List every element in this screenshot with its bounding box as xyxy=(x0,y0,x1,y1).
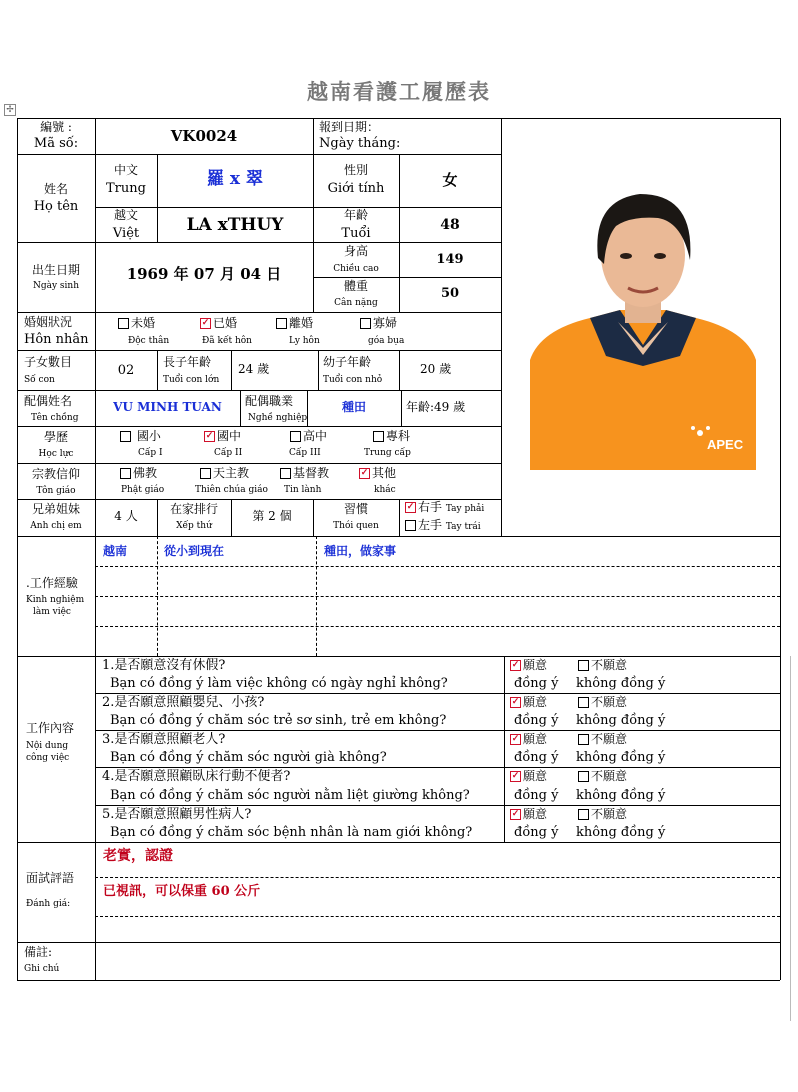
photo-logo-text: APEC xyxy=(707,437,744,452)
question-2-yes[interactable]: ✓ 願意 xyxy=(511,695,548,709)
checkbox-icon[interactable] xyxy=(120,468,131,479)
question-2-no[interactable]: 不願意 xyxy=(578,696,627,710)
habit-label-zh: 習慣 xyxy=(343,502,368,516)
checkbox-icon[interactable] xyxy=(373,431,384,442)
religion-protestant-option[interactable]: 基督教 xyxy=(280,467,329,481)
checkbox-icon[interactable] xyxy=(578,734,589,745)
religion-buddhism-vi: Phật giáo xyxy=(121,485,165,495)
religion-label-zh: 宗教信仰 xyxy=(31,467,80,481)
religion-other-option[interactable]: ✓ 其他 xyxy=(360,466,397,480)
siblings-value: 4 人 xyxy=(114,509,138,523)
spouse-name-value: VU MINH TUAN xyxy=(113,400,222,414)
age-label-vi: Tuổi xyxy=(341,226,371,241)
question-4-vi: Bạn có đồng ý chăm sóc người nằm liệt giường không? xyxy=(110,788,470,803)
checked-checkbox-icon[interactable]: ✓ xyxy=(201,318,210,328)
checkbox-icon[interactable] xyxy=(578,771,589,782)
checkbox-icon[interactable] xyxy=(405,520,416,531)
religion-catholic-vi: Thiên chúa giáo xyxy=(195,485,268,495)
marital-label-vi: Hôn nhân xyxy=(24,332,89,347)
checkbox-icon[interactable] xyxy=(200,468,211,479)
education-college-option[interactable]: 專科 xyxy=(373,430,410,444)
age-label-zh: 年齡 xyxy=(343,208,368,222)
marital-widowed-option[interactable]: 寡婦 xyxy=(360,317,397,331)
checkbox-icon[interactable] xyxy=(578,809,589,820)
name-vn-label-zh: 越文 xyxy=(113,208,138,222)
siblings-label-zh: 兄弟姐妹 xyxy=(31,502,80,516)
checkbox-icon[interactable] xyxy=(280,468,291,479)
id-label-vi: Mã số: xyxy=(33,136,79,151)
experience-label-vi-2: làm việc xyxy=(33,607,71,617)
spouse-job-label-vi: Nghề nghiệp xyxy=(248,413,308,423)
question-1-no-vi: không đồng ý xyxy=(576,676,666,691)
evaluation-comment-1: 老實，認證 xyxy=(103,848,173,864)
checkbox-icon[interactable] xyxy=(118,318,129,329)
work-content-label-vi-1: Nội dung xyxy=(26,741,69,751)
evaluation-label-vi: Đánh giá: xyxy=(26,899,71,909)
date-label-vi: Ngày tháng: xyxy=(319,136,401,151)
marital-divorced-option[interactable]: 離婚 xyxy=(276,317,313,331)
checkbox-icon[interactable] xyxy=(276,318,287,329)
education-primary-option[interactable]: 國小 xyxy=(120,430,161,444)
rank-value: 第 2 個 xyxy=(252,509,292,523)
youngest-value: 20 歲 xyxy=(420,362,452,376)
experience-country-value: 越南 xyxy=(103,544,128,558)
weight-value: 50 xyxy=(440,286,460,301)
experience-work-value: 種田，做家事 xyxy=(324,544,397,558)
work-content-label-vi-2: công việc xyxy=(26,753,70,763)
question-5-zh: 5.是否願意照顧男性病人? xyxy=(102,807,252,822)
birth-label-vi: Ngày sinh xyxy=(32,281,80,291)
checked-checkbox-icon[interactable]: ✓ xyxy=(360,468,369,478)
question-2-no-vi: không đồng ý xyxy=(576,713,666,728)
question-4-yes-vi: đồng ý xyxy=(514,788,559,803)
question-5-yes[interactable]: ✓ 願意 xyxy=(511,807,548,821)
spouse-label-zh: 配偶姓名 xyxy=(24,394,73,408)
checked-checkbox-icon[interactable]: ✓ xyxy=(511,771,520,781)
education-junior-option[interactable]: ✓ 國中 xyxy=(205,429,242,443)
marital-single-option[interactable]: 未婚 xyxy=(118,317,155,331)
rank-label-zh: 在家排行 xyxy=(169,502,218,516)
question-3-yes-vi: đồng ý xyxy=(514,750,559,765)
applicant-photo xyxy=(530,160,756,470)
checked-checkbox-icon[interactable]: ✓ xyxy=(511,809,520,819)
question-1-vi: Bạn có đồng ý làm việc không có ngày nghỉ không? xyxy=(110,676,448,691)
weight-label-vi: Cân nặng xyxy=(334,298,378,308)
experience-label-vi-1: Kinh nghiệm xyxy=(26,595,85,605)
work-content-label-zh: 工作內容 xyxy=(26,721,75,735)
marital-widowed-vi: góa bụa xyxy=(368,336,405,346)
question-5-no[interactable]: 不願意 xyxy=(578,808,627,822)
height-label-vi: Chiều cao xyxy=(333,264,379,274)
marital-married-vi: Đã kết hôn xyxy=(202,336,252,346)
eldest-label-zh: 長子年齡 xyxy=(163,355,212,369)
height-value: 149 xyxy=(436,252,464,267)
education-label-zh: 學歷 xyxy=(43,430,68,444)
remarks-field[interactable] xyxy=(95,943,780,979)
question-4-no-vi: không đồng ý xyxy=(576,788,666,803)
religion-other-vi: khác xyxy=(374,485,396,495)
children-value: 02 xyxy=(117,363,135,378)
checked-checkbox-icon[interactable]: ✓ xyxy=(511,734,520,744)
education-senior-option[interactable]: 高中 xyxy=(290,430,327,444)
spouse-job-label-zh: 配偶職業 xyxy=(245,394,294,408)
question-5-no-vi: không đồng ý xyxy=(576,825,666,840)
age-value: 48 xyxy=(440,217,460,233)
religion-catholic-option[interactable]: 天主教 xyxy=(200,467,249,481)
question-3-no[interactable]: 不願意 xyxy=(578,733,627,747)
marital-label-zh: 婚姻狀況 xyxy=(24,315,73,329)
checkbox-icon[interactable] xyxy=(290,431,301,442)
gender-label-vi: Giới tính xyxy=(327,181,385,196)
question-2-yes-vi: đồng ý xyxy=(514,713,559,728)
id-label-zh: 編號 : xyxy=(40,120,72,134)
marital-divorced-vi: Ly hôn xyxy=(289,336,320,346)
chinese-name-value: 羅 x 翠 xyxy=(207,169,263,189)
checked-checkbox-icon[interactable]: ✓ xyxy=(511,660,520,670)
eldest-label-vi: Tuổi con lớn xyxy=(163,375,220,385)
spouse-label-vi: Tên chồng xyxy=(31,413,79,423)
siblings-label-vi: Anh chị em xyxy=(30,521,82,531)
checkbox-icon[interactable] xyxy=(360,318,371,329)
question-3-zh: 3.是否願意照顧老人? xyxy=(102,732,226,747)
id-value: VK0024 xyxy=(170,127,238,145)
birth-value: 1969 年 07 月 04 日 xyxy=(126,265,282,283)
question-1-zh: 1.是否願意沒有休假? xyxy=(102,658,226,673)
question-1-yes[interactable]: ✓ 願意 xyxy=(511,658,548,672)
question-3-vi: Bạn có đồng ý chăm sóc người già không? xyxy=(110,750,387,765)
experience-label-zh: .工作經驗 xyxy=(26,576,78,590)
religion-protestant-vi: Tin lành xyxy=(284,485,322,495)
question-4-zh: 4.是否願意照顧臥床行動不便者? xyxy=(102,769,291,784)
height-label-zh: 身高 xyxy=(343,244,368,258)
youngest-label-zh: 幼子年齡 xyxy=(323,355,372,369)
rank-label-vi: Xếp thứ xyxy=(176,521,212,531)
right-hand-option[interactable]: ✓ 右手 Tay phải xyxy=(406,500,485,514)
spouse-job-value: 種田 xyxy=(341,400,366,414)
spouse-age-value: 年齡:49 歲 xyxy=(406,400,466,414)
question-4-yes[interactable]: ✓ 願意 xyxy=(511,769,548,783)
gender-label-zh: 性別 xyxy=(343,163,368,177)
remarks-label-zh: 備註: xyxy=(24,945,53,959)
marital-single-vi: Độc thân xyxy=(128,336,170,346)
checkbox-icon[interactable] xyxy=(578,660,589,671)
question-2-vi: Bạn có đồng ý chăm sóc trẻ sơ sinh, trẻ em không? xyxy=(110,713,447,728)
vietnamese-name-value: LA xTHUY xyxy=(186,215,284,235)
children-label-zh: 子女數目 xyxy=(24,355,73,369)
remarks-label-vi: Ghi chú xyxy=(24,964,60,974)
children-label-vi: Số con xyxy=(24,375,55,385)
question-4-no[interactable]: 不願意 xyxy=(578,770,627,784)
education-primary-vi: Cấp I xyxy=(138,448,163,458)
name-zh-label-zh: 中文 xyxy=(113,163,138,177)
checkbox-icon[interactable] xyxy=(578,697,589,708)
page-title: 越南看護工履歷表 xyxy=(307,79,491,104)
checkbox-icon[interactable] xyxy=(120,431,131,442)
evaluation-comment-2: 已視訊，可以保重 60 公斤 xyxy=(103,884,261,899)
weight-label-zh: 體重 xyxy=(343,279,368,293)
experience-period-value: 從小到現在 xyxy=(164,544,225,558)
education-junior-vi: Cấp II xyxy=(214,448,243,458)
birth-label-zh: 出生日期 xyxy=(31,263,80,277)
date-label-zh: 報到日期： xyxy=(319,120,380,134)
question-3-no-vi: không đồng ý xyxy=(576,750,666,765)
gender-value: 女 xyxy=(442,171,458,189)
question-1-no[interactable]: 不願意 xyxy=(578,659,627,673)
question-1-yes-vi: đồng ý xyxy=(514,676,559,691)
education-college-vi: Trung cấp xyxy=(364,448,411,458)
name-zh-label-vi: Trung xyxy=(106,181,146,196)
checked-checkbox-icon[interactable]: ✓ xyxy=(511,697,520,707)
religion-buddhism-option[interactable]: 佛教 xyxy=(120,467,157,481)
name-vn-label-vi: Việt xyxy=(112,226,140,241)
youngest-label-vi: Tuổi con nhỏ xyxy=(323,375,383,385)
religion-label-vi: Tôn giáo xyxy=(36,486,76,496)
eldest-value: 24 歲 xyxy=(238,362,270,376)
checked-checkbox-icon[interactable]: ✓ xyxy=(205,431,214,441)
marital-married-option[interactable]: ✓ 已婚 xyxy=(201,316,238,330)
table-move-handle-icon[interactable]: ✢ xyxy=(4,104,16,116)
question-5-vi: Bạn có đồng ý chăm sóc bệnh nhân là nam giới không? xyxy=(110,825,473,840)
checked-checkbox-icon[interactable]: ✓ xyxy=(406,502,415,512)
education-label-vi: Học lực xyxy=(38,449,74,459)
habit-label-vi: Thói quen xyxy=(333,521,379,531)
evaluation-label-zh: 面試評語 xyxy=(26,871,75,885)
education-senior-vi: Cấp III xyxy=(289,448,321,458)
question-5-yes-vi: đồng ý xyxy=(514,825,559,840)
name-label-zh: 姓名 xyxy=(43,182,68,196)
question-3-yes[interactable]: ✓ 願意 xyxy=(511,732,548,746)
left-hand-option[interactable]: 左手 Tay trái xyxy=(405,519,481,533)
name-label-vi: Họ tên xyxy=(33,199,79,214)
question-2-zh: 2.是否願意照顧嬰兒、小孩? xyxy=(102,695,265,710)
